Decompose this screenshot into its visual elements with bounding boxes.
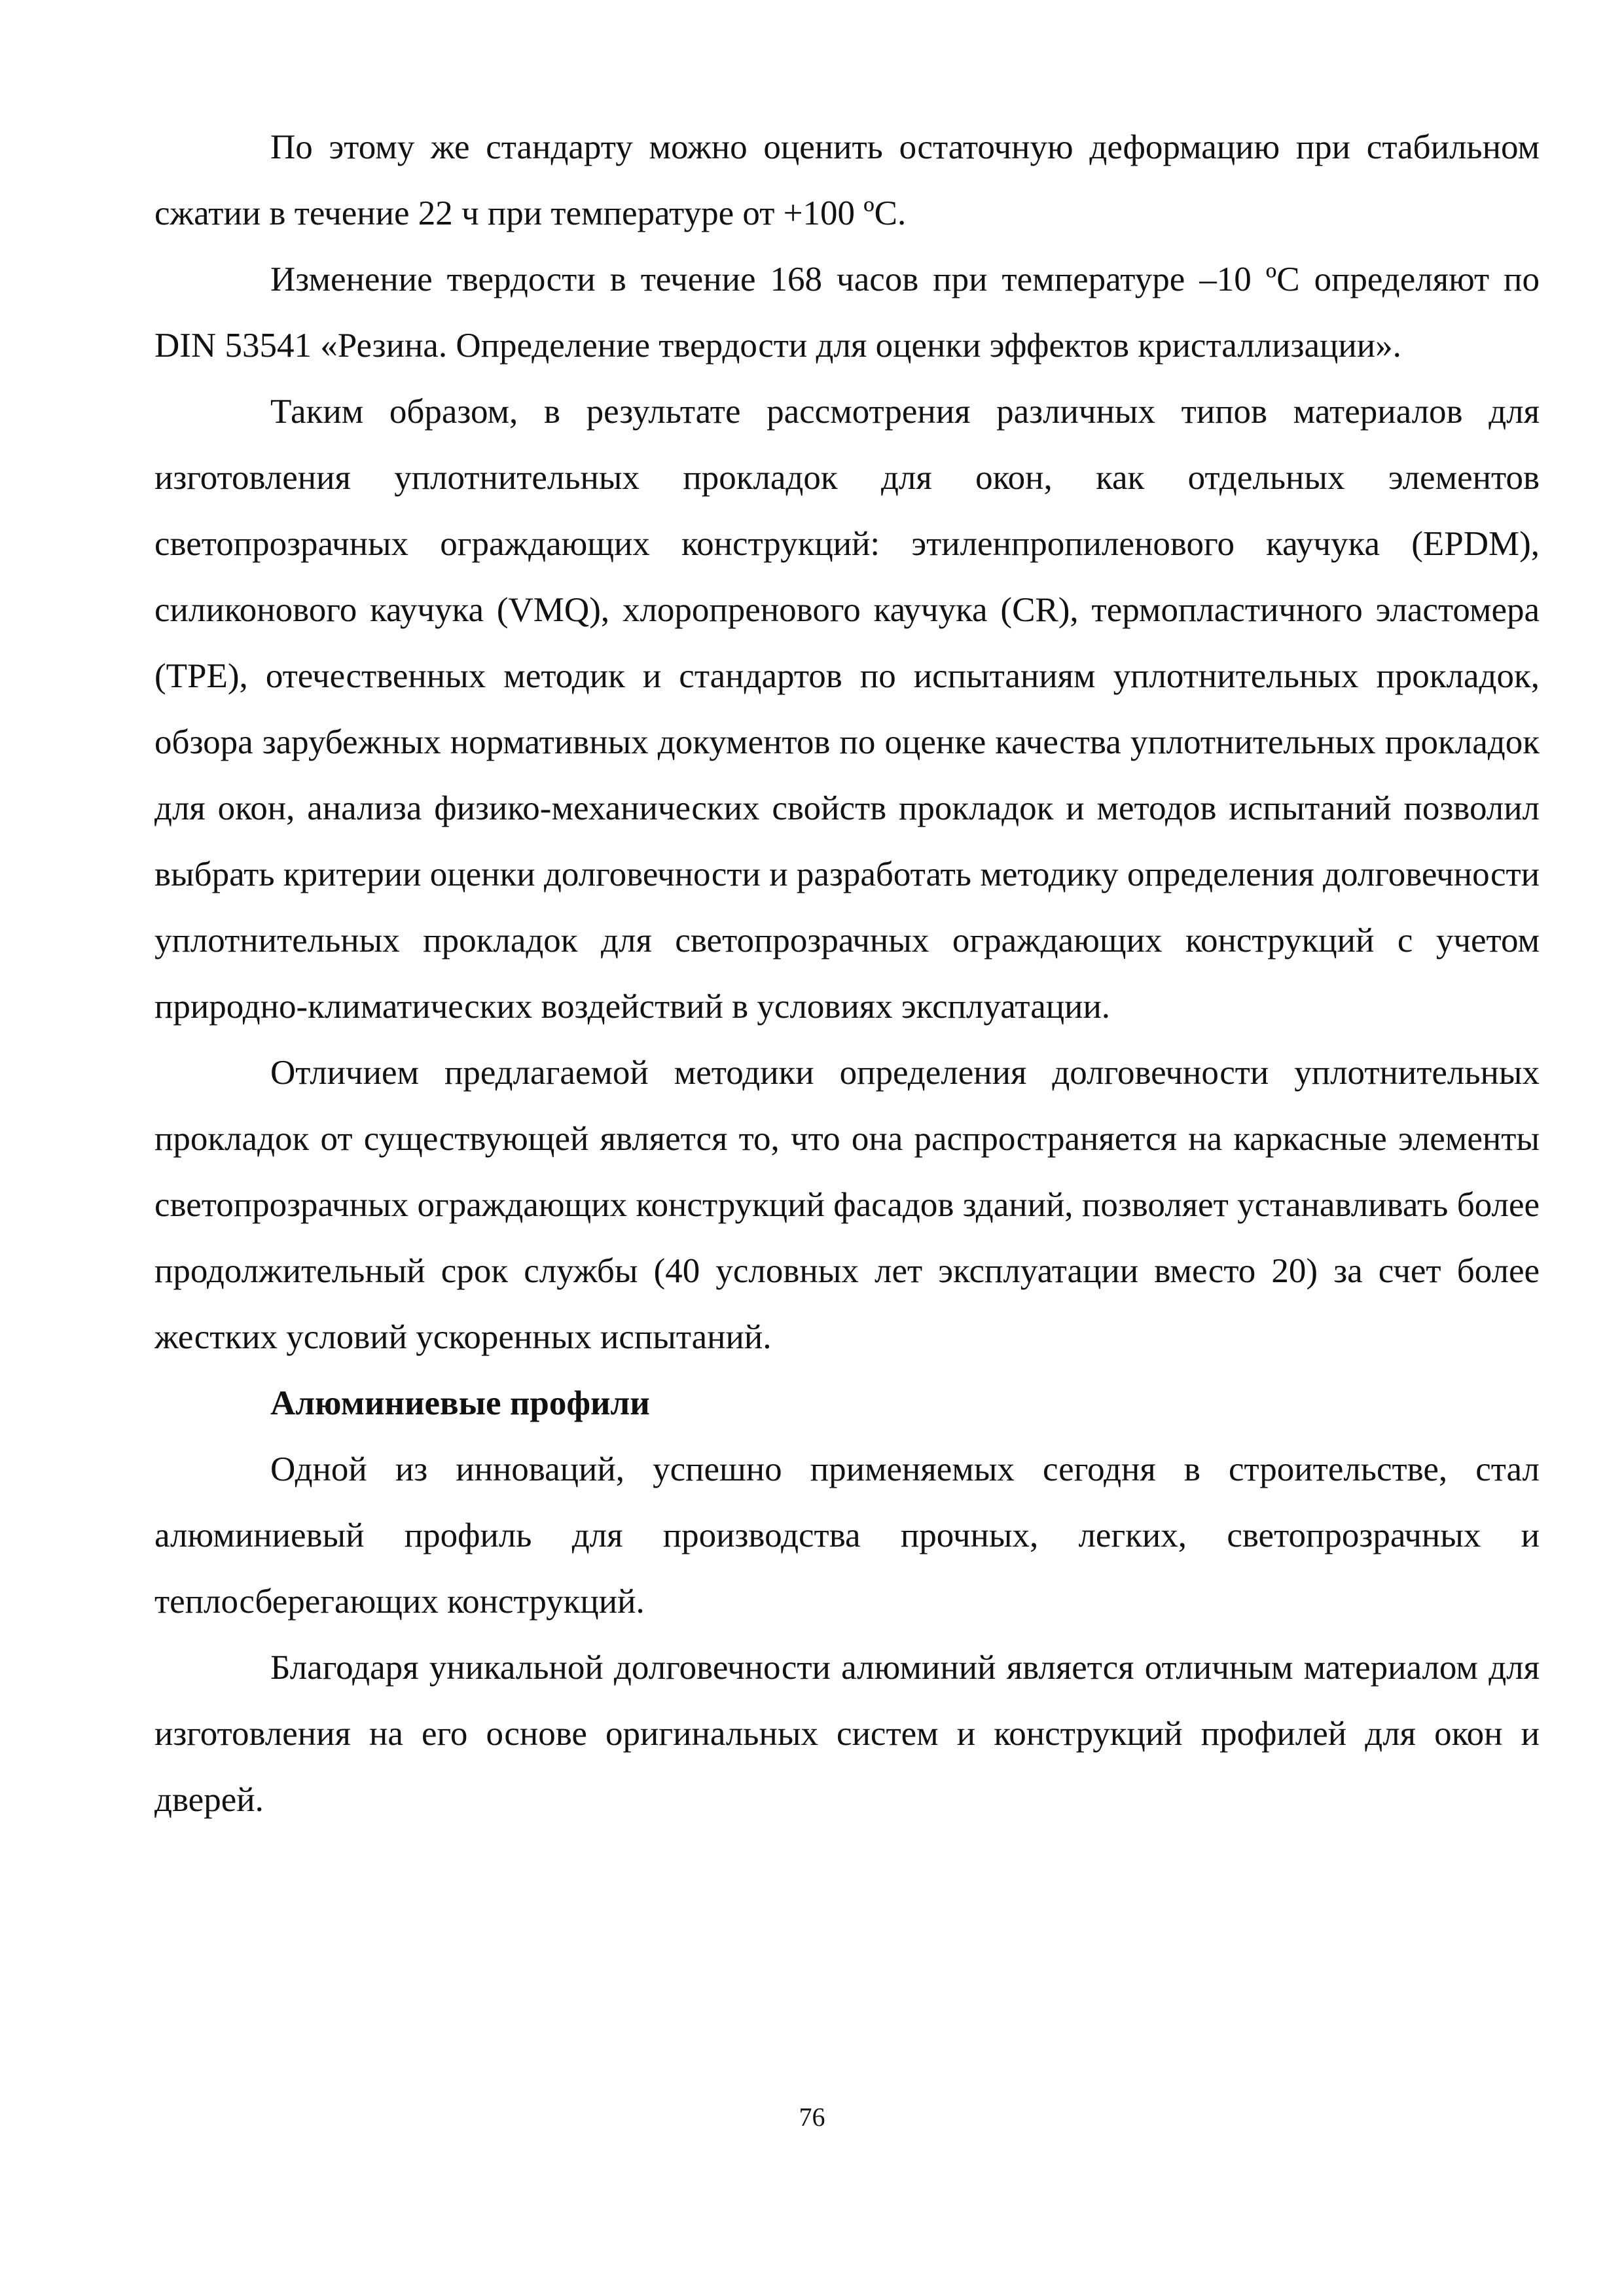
paragraph-residual-deformation: По этому же стандарту можно оценить остаточную деформацию при стабильном сжатии в течение 22 ч при температуре от +100 ºC. [154, 128, 1540, 232]
paragraph-hardness-change: Изменение твердости в течение 168 часов при температуре –10 ºC определяют по DIN 53541 «Резина. Определение твердости для оценки эффектов кристаллизации». [154, 260, 1540, 365]
paragraph-method-difference: Отличием предлагаемой методики определения долговечности уплотнительных прокладок от существующей является то, что она распространяется на каркасные элементы светопрозрачных ограждающих конструкций фасадов зданий, позволяет устанавливать более продолжительный срок службы (40 условных лет эксплуатации вместо 20) за счет более жестких условий ускоренных испытаний. [154, 1054, 1540, 1356]
page-body [154, 115, 1540, 1833]
paragraph-aluminum-durability: Благодаря уникальной долговечности алюминий является отличным материалом для изготовления на его основе оригинальных систем и конструкций профилей для окон и дверей. [154, 1649, 1540, 1819]
paragraph-summary-gaskets: Таким образом, в результате рассмотрения различных типов материалов для изготовления уплотнительных прокладок для окон, как отдельных элементов светопрозрачных ограждающих конструкций: этиленпропиленового каучука (EPDM), силиконового каучука (VMQ), хлоропренового каучука (CR), термопластичного эластомера (TPE), отечественных методик и стандартов по испытаниям уплотнительных прокладок, обзора зарубежных нормативных документов по оценке качества уплотнительных прокладок для окон, анализа физико-механических свойств прокладок и методов испытаний позволил выбрать критерии оценки долговечности и разработать методику определения долговечности уплотнительных прокладок для светопрозрачных ограждающих конструкций с учетом природно-климатических воздействий в условиях эксплуатации. [154, 393, 1540, 1026]
paragraph-aluminum-innovation: Одной из инноваций, успешно применяемых сегодня в строительстве, стал алюминиевый профиль для производства прочных, легких, светопрозрачных и теплосберегающих конструкций. [154, 1450, 1540, 1621]
section-heading-aluminum-profiles: Алюминиевые профили [270, 1384, 650, 1422]
page-number: 76 [799, 2102, 825, 2132]
